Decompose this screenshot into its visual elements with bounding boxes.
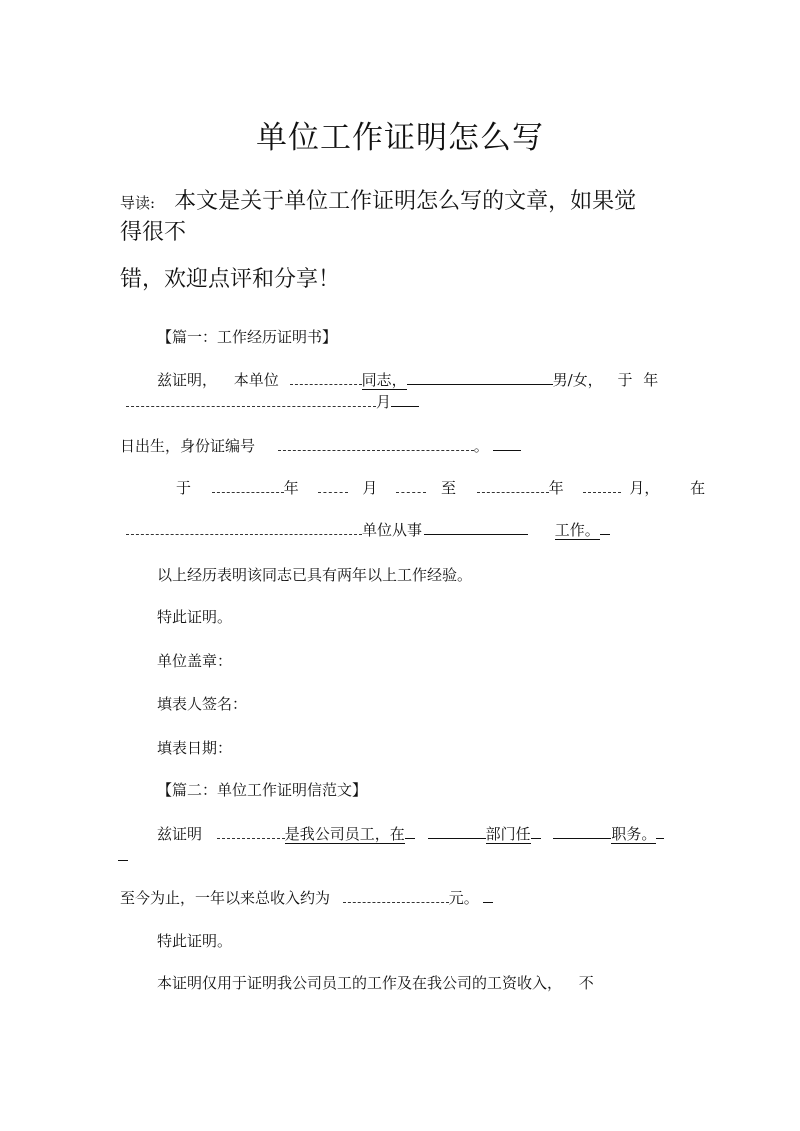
- id-end-blank: [493, 434, 521, 451]
- note-text: 本证明仅用于证明我公司员工的工作及在我公司的工资收入，: [157, 974, 563, 992]
- end-month-blank: [583, 476, 621, 493]
- start-year-blank: [212, 476, 284, 493]
- intro-label: 导读:: [120, 194, 156, 212]
- month2-text: 月，: [629, 478, 660, 497]
- born-id-text: 日出生，身份证编号: [120, 436, 256, 455]
- dept-end-blank: [531, 822, 541, 839]
- page-title: 单位工作证明怎么写: [256, 120, 544, 156]
- certify-line-1: [157, 368, 658, 390]
- note-end-text: 不: [578, 974, 594, 992]
- yu-text: 于: [617, 370, 633, 389]
- month-text: 月: [376, 392, 392, 411]
- certify-line-4: [176, 476, 705, 498]
- income-blank: [343, 886, 449, 903]
- employer-blank: [126, 518, 362, 535]
- signer-label: 填表人签名：: [157, 695, 248, 713]
- unit-text: 本单位: [233, 370, 279, 389]
- blank-before-to: [396, 476, 426, 493]
- certify-text-2: 特此证明。: [157, 932, 233, 950]
- start-month-blank: [318, 476, 348, 493]
- gender-blank: [407, 368, 553, 385]
- zai-text: 在: [690, 478, 706, 497]
- post-end-blank: [656, 822, 664, 839]
- intro-line-2: 得很不: [120, 220, 187, 245]
- post-blank: [553, 822, 611, 839]
- year-text: 年: [643, 370, 659, 389]
- id-number-blank: [278, 434, 474, 451]
- intro-line-3: 错，欢迎点评和分享！: [120, 267, 341, 292]
- id-end-text: 。: [473, 436, 489, 455]
- year1-text: 年: [283, 478, 299, 497]
- month1-text: 月: [362, 478, 378, 497]
- employee-end-blank: [405, 822, 415, 839]
- work-end-blank: [600, 518, 610, 535]
- section-heading-1: 【篇一：工作经历证明书】: [157, 328, 338, 346]
- dept-text: 部门任: [485, 824, 531, 843]
- letter-line-1: [157, 822, 664, 844]
- seal-label: 单位盖章：: [157, 652, 233, 670]
- comrade-text: 同志，: [361, 370, 407, 389]
- employee-text: 是我公司员工，在: [284, 824, 405, 843]
- wrap-underline: [118, 860, 128, 861]
- year2-text: 年: [548, 478, 564, 497]
- income-unit-text: 元。: [448, 888, 479, 907]
- intro-line-1: [120, 184, 636, 215]
- month-blank: [391, 390, 419, 407]
- note-line: [157, 972, 594, 993]
- section-heading-2: 【篇二：单位工作证明信范文】: [157, 781, 368, 799]
- post-text: 职务。: [611, 824, 657, 843]
- name-blank: [290, 368, 362, 385]
- certify-line-3: [120, 434, 521, 456]
- end-year-blank: [477, 476, 549, 493]
- to-text: 至: [440, 478, 456, 497]
- yu-text-2: 于: [176, 478, 192, 497]
- unit-work-text: 单位从事: [362, 520, 423, 539]
- intro-text-1: 本文是关于单位工作证明怎么写的文章，如果觉: [174, 189, 637, 214]
- certify-text-1: 特此证明。: [157, 608, 233, 626]
- birth-year-blank: [126, 390, 376, 407]
- lead-text: 兹证明，: [157, 370, 218, 389]
- department-blank: [428, 822, 486, 839]
- experience-text: 以上经历表明该同志已具有两年以上工作经验。: [157, 566, 473, 584]
- position-blank: [424, 518, 528, 535]
- lead-text-2: 兹证明: [157, 824, 203, 843]
- employee-name-blank: [217, 822, 285, 839]
- income-end-blank: [483, 886, 493, 903]
- gender-text: 男/女，: [552, 370, 603, 389]
- certify-line-2: [126, 390, 419, 412]
- certify-line-5: [126, 518, 610, 540]
- income-text: 至今为止，一年以来总收入约为: [120, 888, 331, 907]
- income-line: [120, 886, 493, 908]
- date-label: 填表日期：: [157, 739, 233, 757]
- work-text: 工作。: [554, 520, 600, 539]
